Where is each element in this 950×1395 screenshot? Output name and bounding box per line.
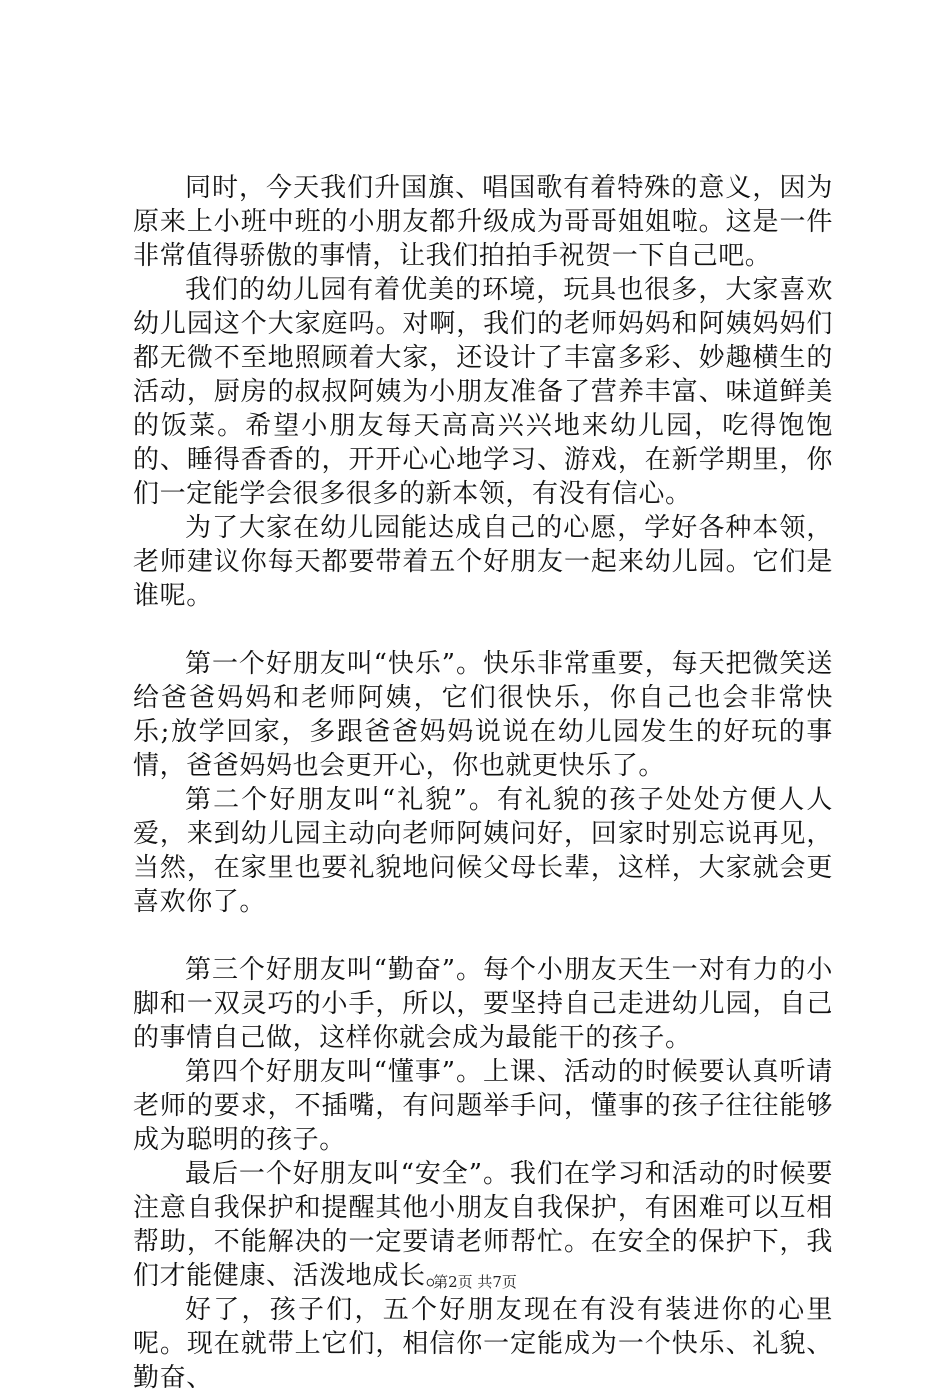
page-footer <box>0 1272 950 1292</box>
paragraph-3: 为了大家在幼儿园能达成自己的心愿，学好各种本领，老师建议你每天都要带着五个好朋友一起来幼儿园。它们是谁呢。 <box>133 513 833 611</box>
paragraph-6: 第三个好朋友叫“勤奋”。每个小朋友天生一对有力的小脚和一双灵巧的小手，所以，要坚持自己走进幼儿园，自己的事情自己做，这样你就会成为最能干的孩子。 <box>133 955 833 1053</box>
paragraph-7: 第四个好朋友叫“懂事”。上课、活动的时候要认真听请老师的要求，不插嘴，有问题举手问，懂事的孩子往往能够成为聪明的孩子。 <box>133 1057 833 1155</box>
paragraph-4: 第一个好朋友叫“快乐”。快乐非常重要，每天把微笑送给爸爸妈妈和老师阿姨，它们很快乐，你自己也会非常快乐;放学回家，多跟爸爸妈妈说说在幼儿园发生的好玩的事情，爸爸妈妈也会更开心，你也就更快乐了。 <box>133 649 833 781</box>
page-number-label: 第2页 共7页 <box>433 1273 517 1291</box>
paragraph-5: 第二个好朋友叫“礼貌”。有礼貌的孩子处处方便人人爱，来到幼儿园主动向老师阿姨问好，回家时别忘说再见，当然，在家里也要礼貌地问候父母长辈，这样，大家就会更喜欢你了。 <box>133 785 833 917</box>
blank-line <box>133 919 833 953</box>
paragraph-2: 我们的幼儿园有着优美的环境，玩具也很多，大家喜欢幼儿园这个大家庭吗。对啊，我们的老师妈妈和阿姨妈妈们都无微不至地照顾着大家，还设计了丰富多彩、妙趣横生的活动，厨房的叔叔阿姨为小朋友准备了营养丰富、味道鲜美的饭菜。希望小朋友每天高高兴兴地来幼儿园，吃得饱饱的、睡得香香的，开开心心地学习、游戏，在新学期里，你们一定能学会很多很多的新本领，有没有信心。 <box>133 275 833 509</box>
paragraph-9: 好了，孩子们，五个好朋友现在有没有装进你的心里呢。现在就带上它们，相信你一定能成为一个快乐、礼貌、勤奋、 <box>133 1295 833 1393</box>
blank-line <box>133 613 833 647</box>
paragraph-1: 同时，今天我们升国旗、唱国歌有着特殊的意义，因为原来上小班中班的小朋友都升级成为哥哥姐姐啦。这是一件非常值得骄傲的事情，让我们拍拍手祝贺一下自己吧。 <box>133 173 833 271</box>
paragraph-8: 最后一个好朋友叫“安全”。我们在学习和活动的时候要注意自我保护和提醒其他小朋友自我保护，有困难可以互相帮助，不能解决的一定要请老师帮忙。在安全的保护下，我们才能健康、活泼地成长。 <box>133 1159 833 1291</box>
document-body <box>133 171 833 1395</box>
